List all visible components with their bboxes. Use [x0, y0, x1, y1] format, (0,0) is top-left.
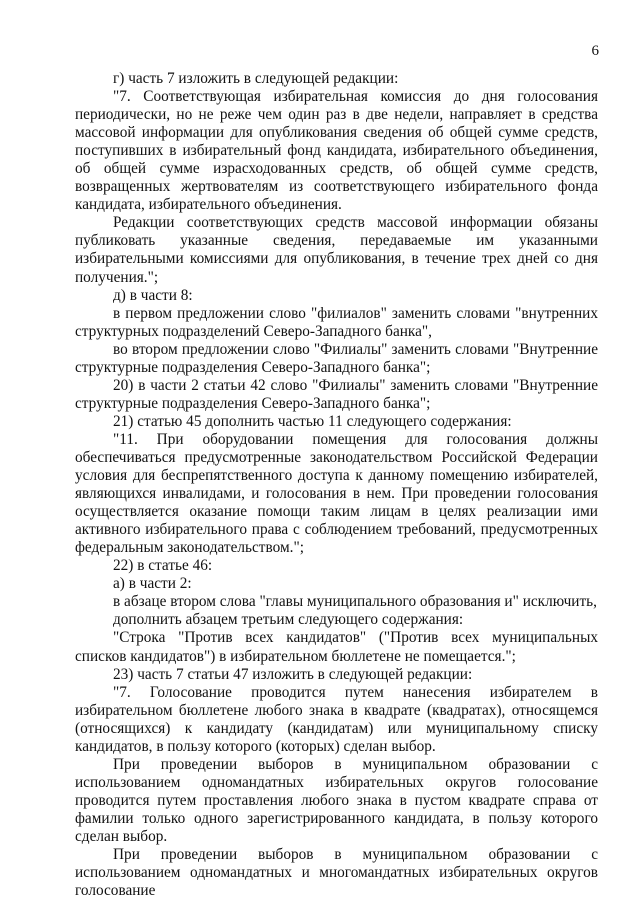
paragraph: г) часть 7 изложить в следующей редакции:	[113, 70, 399, 87]
paragraph: "11. При оборудовании помещения для голосования должны обеспечиваться предусмотренные законодательством Российской Федерации условия для беспрепятственного доступа к данному помещению избирателей, являющихся инвалидами, и голосования в нем. При проведении голосования осуществляется оказание помощи таким лицам в целях реализации ими активного избирательного права с соблюдением требований, предусмотренных федеральным законодательством.";	[75, 430, 598, 557]
paragraph: 20) в части 2 статьи 42 слово "Филиалы" заменить словами "Внутренние структурные подразделения Северо-Западного банка";	[75, 376, 598, 412]
page-number: 6	[591, 43, 599, 59]
paragraph: в первом предложении слово "филиалов" заменить словами "внутренних структурных подразделений Северо-Западного банка",	[75, 304, 598, 340]
paragraph: а) в части 2:	[113, 575, 192, 593]
paragraph: Редакции соответствующих средств массовой информации обязаны публиковать указанные сведения, передаваемые им указанными избирательными комиссиями для опубликования, в течение трех дней со дня получения.";	[75, 214, 598, 286]
paragraph: 21) статью 45 дополнить частью 11 следующего содержания:	[113, 412, 512, 430]
paragraph: "7. Соответствующая избирательная комиссия до дня голосования периодически, но не реже чем один раз в две недели, направляет в средства массовой информации для опубликования сведения об общей сумме средств, поступивших в избирательный фонд кандидата, избирательного объединения, об общей сумме израсходованных средств, об общей сумме средств, возвращенных жертвователям из соответствующего избирательного фонда кандидата, избирательного объединения.	[75, 88, 598, 214]
paragraph: в абзаце втором слова "главы муниципального образования и" исключить,	[113, 593, 597, 611]
paragraph: 23) часть 7 статьи 47 изложить в следующей редакции:	[113, 665, 473, 683]
paragraph: дополнить абзацем третьим следующего содержания:	[113, 611, 464, 629]
paragraph: При проведении выборов в муниципальном образовании с использованием одномандатных избирательных округов голосование проводится путем проставления любого знака в пустом квадрате справа от фамилии только одного зарегистрированного кандидата, в пользу которого сделан выбор.	[75, 755, 598, 845]
paragraph: "7. Голосование проводится путем нанесения избирателем в избирательном бюллетене любого знака в квадрате (квадратах), относящемся (относящихся) к кандидату (кандидатам) или муниципальному списку кандидатов, в пользу которого (которых) сделан выбор.	[75, 683, 598, 755]
paragraph: д) в части 8:	[113, 286, 193, 304]
paragraph: При проведении выборов в муниципальном образовании с использованием одномандатных и многомандатных избирательных округов голосование	[75, 846, 598, 900]
document-body	[75, 70, 598, 900]
paragraph: во втором предложении слово "Филиалы" заменить словами "Внутренние структурные подразделения Северо-Западного банка";	[75, 340, 598, 376]
paragraph: "Строка "Против всех кандидатов" ("Против всех муниципальных списков кандидатов") в избирательном бюллетене не помещается.";	[75, 629, 598, 665]
paragraph: 22) в статье 46:	[113, 557, 213, 575]
